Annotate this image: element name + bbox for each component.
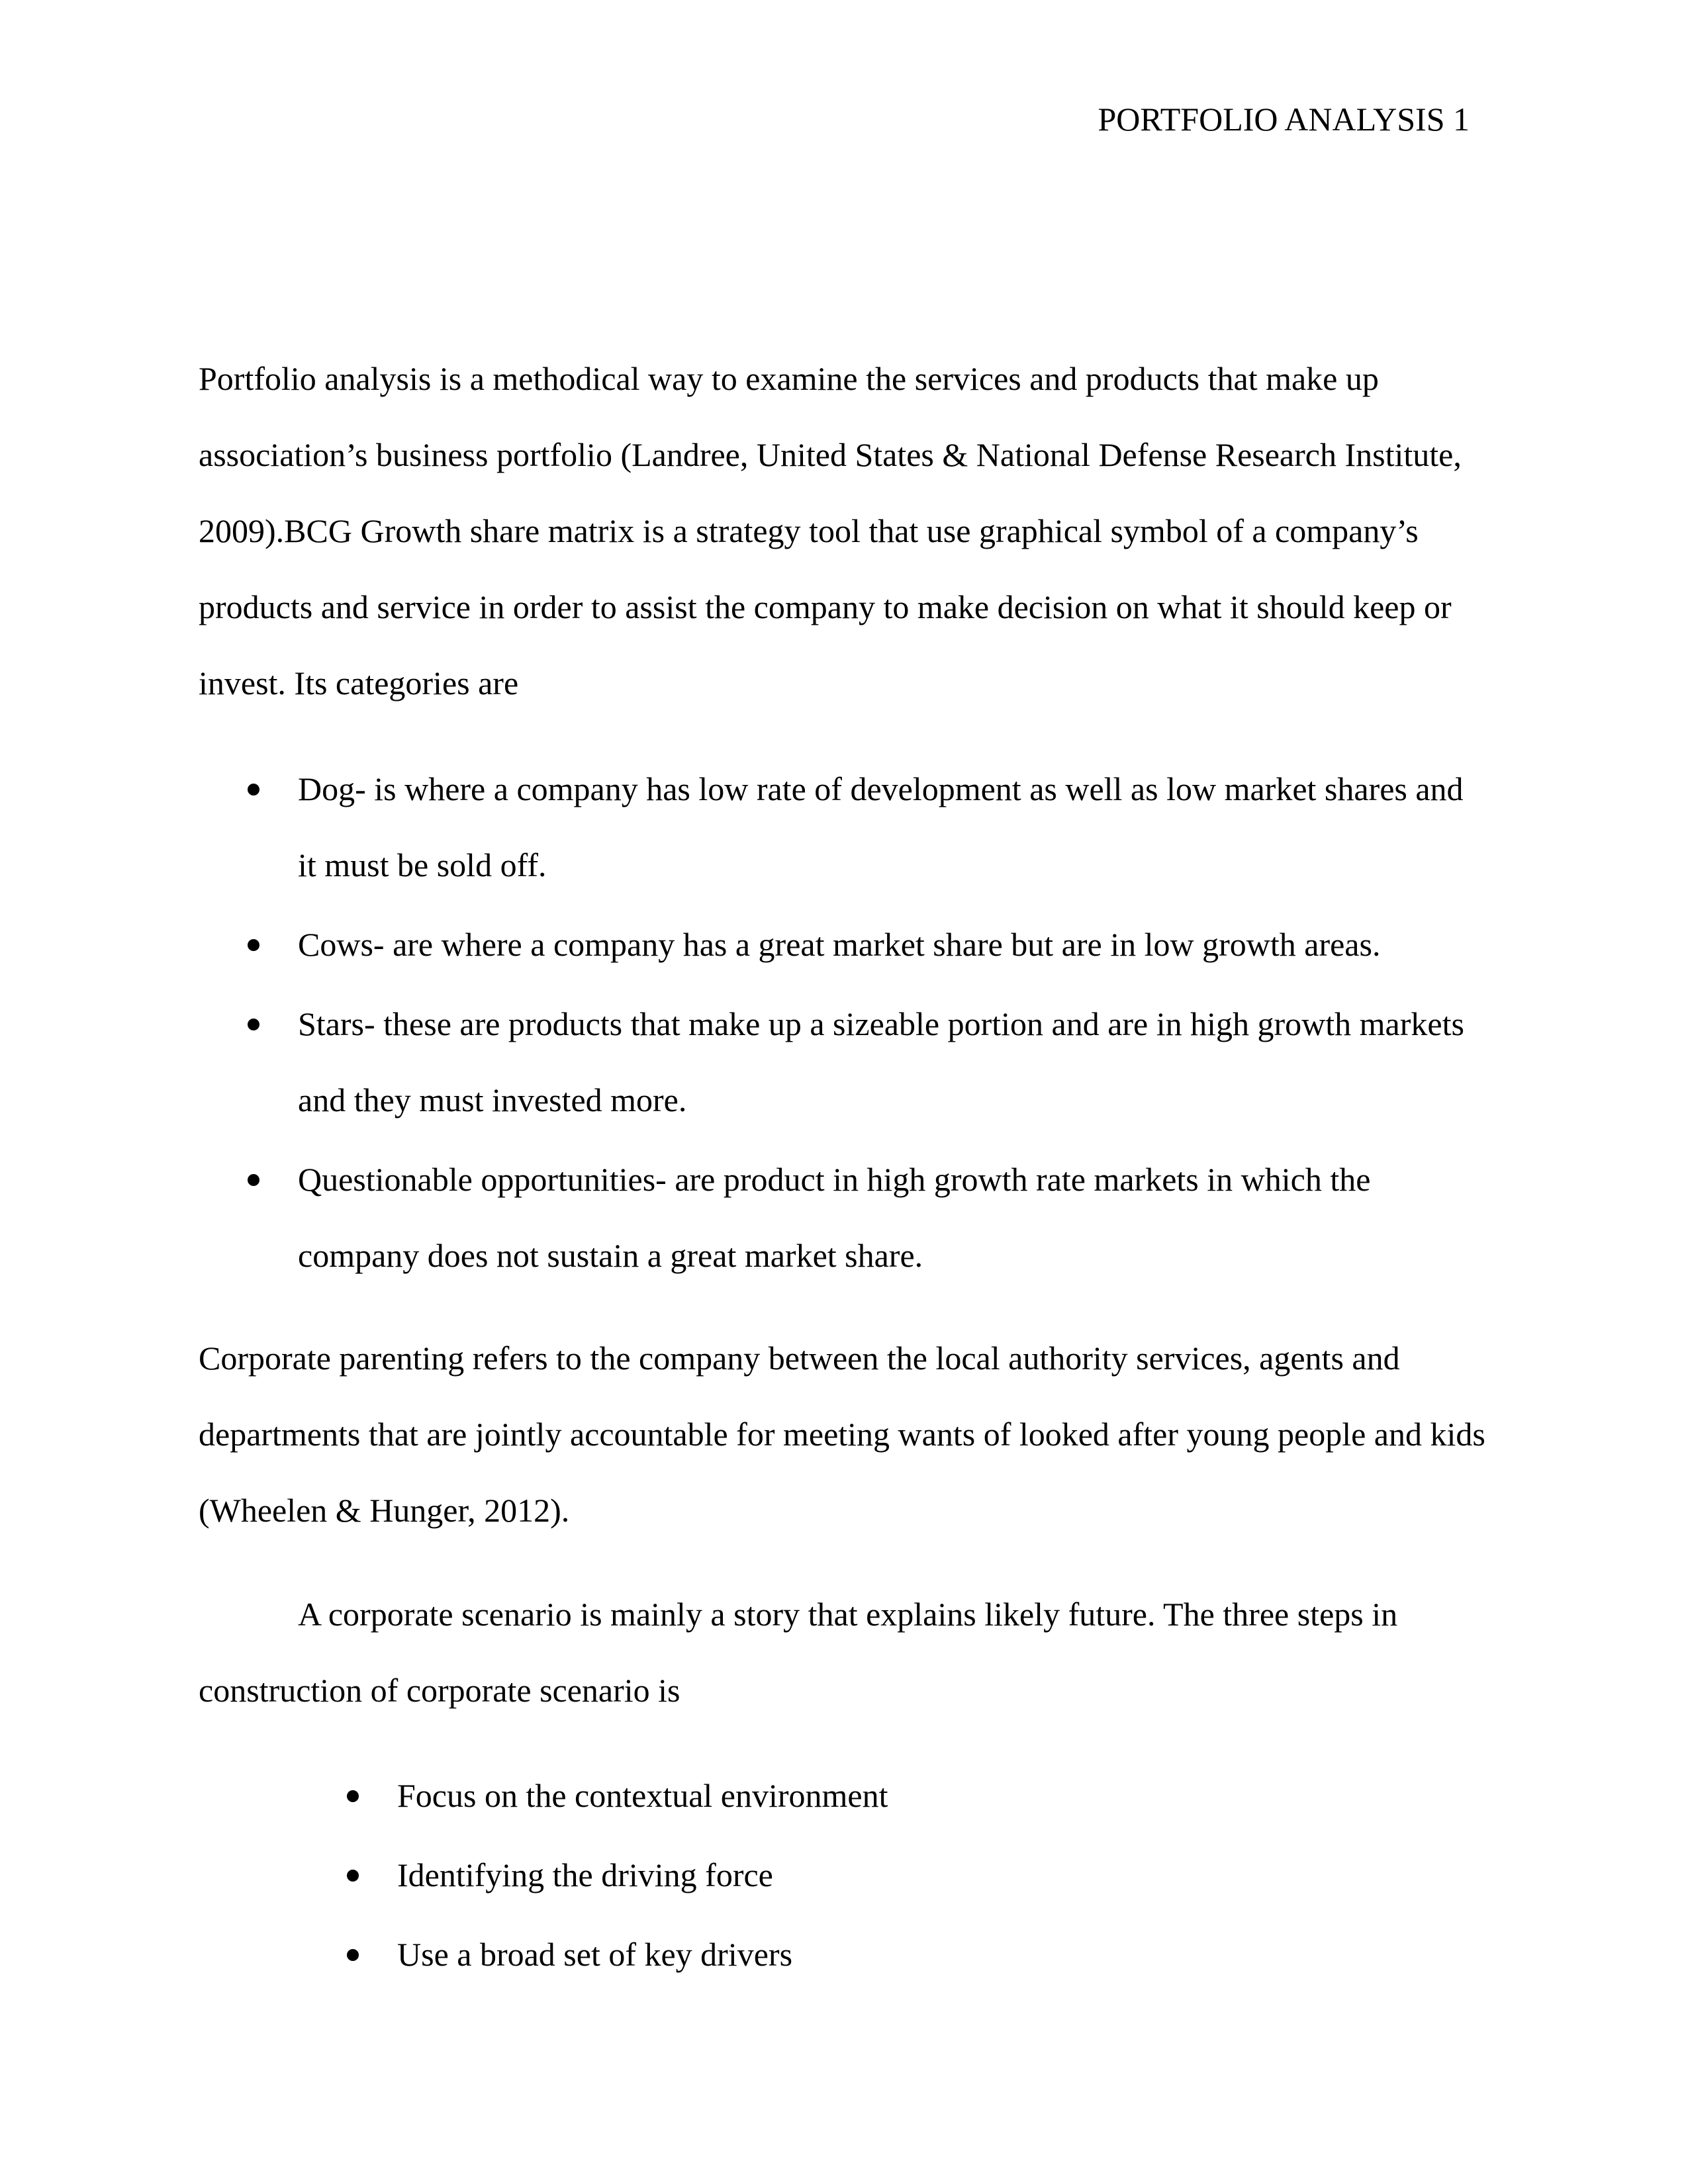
category-item-cows	[298, 907, 1464, 983]
parenting-line: Corporate parenting refers to the company between the local authority services, agents and	[199, 1340, 1400, 1377]
intro-line: invest. Its categories are	[199, 664, 519, 702]
category-text-line: Stars- these are products that make up a sizeable portion and are in high growth markets	[298, 1005, 1464, 1042]
category-item-questionable	[298, 1142, 1464, 1294]
parenting-line: departments that are jointly accountable for meeting wants of looked after young people and kids	[199, 1416, 1485, 1453]
step-item	[397, 1758, 888, 1834]
category-text-line: and they must invested more.	[298, 1081, 687, 1118]
step-text: Identifying the driving force	[397, 1856, 773, 1893]
step-text: Focus on the contextual environment	[397, 1777, 888, 1814]
intro-line: Portfolio analysis is a methodical way to examine the services and products that make up	[199, 360, 1379, 397]
bullet-icon	[344, 1917, 363, 1993]
steps-list	[397, 1758, 888, 1996]
category-item-dog	[298, 751, 1464, 903]
category-text-line: Dog- is where a company has low rate of development as well as low market shares and	[298, 770, 1464, 807]
scenario-line: construction of corporate scenario is	[199, 1672, 680, 1709]
category-text-line: company does not sustain a great market share.	[298, 1237, 923, 1274]
running-head: PORTFOLIO ANALYSIS 1	[1098, 101, 1470, 138]
category-list	[298, 751, 1464, 1297]
scenario-line: A corporate scenario is mainly a story that explains likely future. The three steps in	[298, 1596, 1398, 1633]
intro-line: products and service in order to assist the company to make decision on what it should keep or	[199, 588, 1452, 625]
bullet-icon	[244, 751, 264, 827]
bullet-icon	[244, 986, 264, 1062]
scenario-paragraph	[199, 1576, 1489, 1729]
parenting-line: (Wheelen & Hunger, 2012).	[199, 1492, 570, 1529]
bullet-icon	[344, 1837, 363, 1913]
bullet-icon	[244, 907, 264, 983]
category-text-line: Cows- are where a company has a great market share but are in low growth areas.	[298, 926, 1381, 963]
category-text-line: Questionable opportunities- are product in high growth rate markets in which the	[298, 1161, 1371, 1198]
parenting-paragraph	[199, 1320, 1489, 1549]
category-text-line: it must be sold off.	[298, 846, 547, 884]
intro-paragraph	[199, 341, 1489, 721]
bullet-icon	[344, 1758, 363, 1834]
category-item-stars	[298, 986, 1464, 1138]
step-text: Use a broad set of key drivers	[397, 1936, 793, 1973]
intro-line: association’s business portfolio (Landree, United States & National Defense Research Institute,	[199, 436, 1462, 473]
step-item	[397, 1837, 888, 1913]
step-item	[397, 1917, 888, 1993]
bullet-icon	[244, 1142, 264, 1218]
intro-line: 2009).BCG Growth share matrix is a strategy tool that use graphical symbol of a company’s	[199, 512, 1419, 549]
